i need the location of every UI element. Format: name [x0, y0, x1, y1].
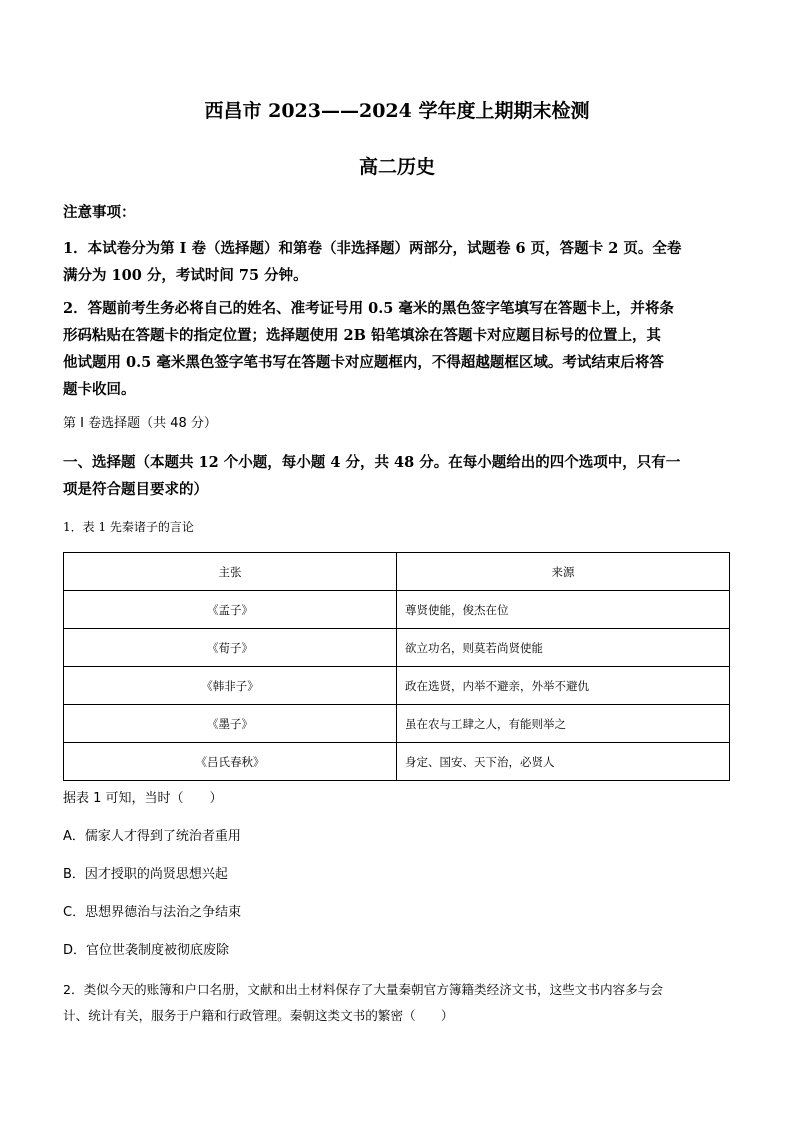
notice-item-2 [63, 295, 731, 403]
notice-item-2-line1: 2．答题前考生务必将自己的姓名、准考证号用 0.5 毫米的黑色签字笔填写在答题卡上，并将条 [63, 300, 674, 317]
notice-heading: 注意事项： [63, 204, 136, 221]
section-heading [63, 449, 731, 503]
table-row [64, 705, 730, 743]
part-label: 第 I 卷选择题（共 48 分） [63, 416, 217, 431]
q1-option-b: B．因才授职的尚贤思想兴起 [63, 867, 228, 882]
q1-stem: 据表 1 可知，当时（ ） [63, 791, 223, 806]
table-row [64, 667, 730, 705]
notice-item-1-line2: 满分为 100 分，考试时间 75 分钟。 [63, 267, 308, 284]
subject-title: 高二历史 [358, 156, 435, 178]
q1-table [63, 552, 730, 781]
table-cell-source: 《韩非子》 [64, 667, 397, 705]
table-row [64, 743, 730, 781]
notice-item-1-line1: 1．本试卷分为第 I 卷（选择题）和第卷（非选择题）两部分，试题卷 6 页，答题卡 2 页。全卷 [63, 240, 682, 257]
section-heading-line2: 项是符合题目要求的） [63, 481, 208, 498]
q1-caption: 1．表 1 先秦诸子的言论 [63, 520, 194, 534]
notice-item-2-line2: 形码粘贴在答题卡的指定位置；选择题使用 2B 铅笔填涂在答题卡对应题目标号的位置上，其 [63, 327, 661, 344]
q1-option-a: A．儒家人才得到了统治者重用 [63, 829, 241, 844]
notice-item-2-line3: 他试题用 0.5 毫米黑色签字笔书写在答题卡对应题框内，不得超越题框区域。考试结束后将答 [63, 354, 664, 371]
table-cell-quote: 身定、国安、天下治，必贤人 [397, 743, 730, 781]
table-row [64, 591, 730, 629]
q2-stem-line2: 计、统计有关，服务于户籍和行政管理。秦朝这类文书的繁密（ ） [63, 1008, 454, 1023]
notice-item-1 [63, 235, 731, 289]
q1-option-d: D．官位世袭制度被彻底废除 [63, 943, 230, 958]
table-cell-quote: 欲立功名，则莫若尚贤使能 [397, 629, 730, 667]
table-row [64, 629, 730, 667]
table-cell-source: 《荀子》 [64, 629, 397, 667]
table-cell-source: 《墨子》 [64, 705, 397, 743]
exam-title: 西昌市 2023——2024 学年度上期期末检测 [204, 100, 590, 122]
table-cell-quote: 政在选贤，内举不避亲，外举不避仇 [397, 667, 730, 705]
q2-stem [63, 977, 731, 1029]
notice-item-2-line4: 题卡收回。 [63, 381, 136, 398]
section-heading-line1: 一、选择题（本题共 12 个小题，每小题 4 分，共 48 分。在每小题给出的四个选项中，只有一 [63, 454, 681, 471]
table-header-row [64, 553, 730, 591]
table-cell-source: 《孟子》 [64, 591, 397, 629]
table-cell-quote: 尊贤使能，俊杰在位 [397, 591, 730, 629]
table-header-cell: 主张 [64, 553, 397, 591]
q1-option-c: C．思想界德治与法治之争结束 [63, 905, 242, 920]
q2-stem-line1: 2．类似今天的账簿和户口名册，文献和出土材料保存了大量秦朝官方簿籍类经济文书，这些文书内容多与会 [63, 982, 663, 997]
table-cell-source: 《吕氏春秋》 [64, 743, 397, 781]
table-cell-quote: 虽在农与工肆之人，有能则举之 [397, 705, 730, 743]
table-header-cell: 来源 [397, 553, 730, 591]
